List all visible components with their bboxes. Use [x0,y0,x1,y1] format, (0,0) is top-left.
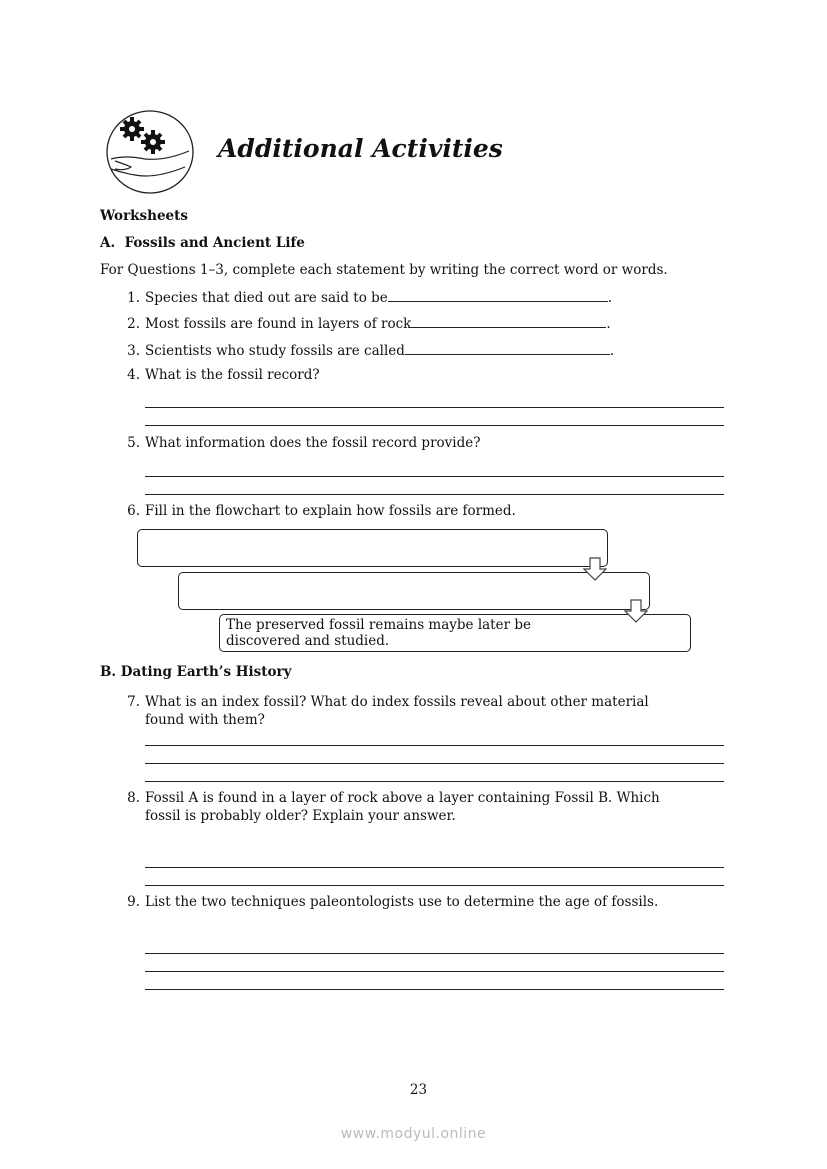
section-a-heading: A. Fossils and Ancient Life [100,235,305,251]
answer-line[interactable] [145,781,724,782]
question-4: 4. What is the fossil record? [127,367,320,383]
answer-line[interactable] [145,763,724,764]
answer-blank-1[interactable] [388,287,608,302]
answer-blank-3[interactable] [405,340,610,355]
section-b-heading: B. Dating Earth’s History [100,664,292,680]
answer-line[interactable] [145,407,724,408]
down-arrow-icon [583,557,607,581]
gears-in-hand-icon [105,109,195,195]
question-5: 5. What information does the fossil record provide? [127,435,481,451]
answer-line[interactable] [145,953,724,954]
question-1: 1. Species that died out are said to be . [120,287,612,307]
answer-line[interactable] [145,425,724,426]
page-title: Additional Activities [218,134,503,163]
flowchart-step-1[interactable] [137,529,608,567]
question-7: 7. What is an index fossil? What do index fossils reveal about other material [127,694,649,710]
section-a-intro: For Questions 1–3, complete each statement by writing the correct word or words. [100,262,668,278]
page-number: 23 [409,1082,428,1098]
question-8: 8. Fossil A is found in a layer of rock above a layer containing Fossil B. Which [127,790,660,806]
answer-line[interactable] [145,476,724,477]
worksheets-label: Worksheets [100,208,188,224]
answer-line[interactable] [145,745,724,746]
answer-blank-2[interactable] [411,313,606,328]
question-8-cont: fossil is probably older? Explain your answer. [145,808,456,824]
watermark: www.modyul.online [340,1126,487,1142]
question-3: 3. Scientists who study fossils are called . [120,340,614,360]
question-6: 6. Fill in the flowchart to explain how fossils are formed. [127,503,516,519]
answer-line[interactable] [145,971,724,972]
answer-line[interactable] [145,867,724,868]
answer-line[interactable] [145,989,724,990]
question-7-cont: found with them? [145,712,265,728]
question-9: 9. List the two techniques paleontologists use to determine the age of fossils. [127,894,659,910]
flowchart-step-2[interactable] [178,572,650,610]
answer-line[interactable] [145,885,724,886]
down-arrow-icon [624,599,648,623]
flowchart-step-3: The preserved fossil remains maybe later be discovered and studied. [219,614,691,652]
answer-line[interactable] [145,494,724,495]
question-2: 2. Most fossils are found in layers of rock . [120,313,611,333]
